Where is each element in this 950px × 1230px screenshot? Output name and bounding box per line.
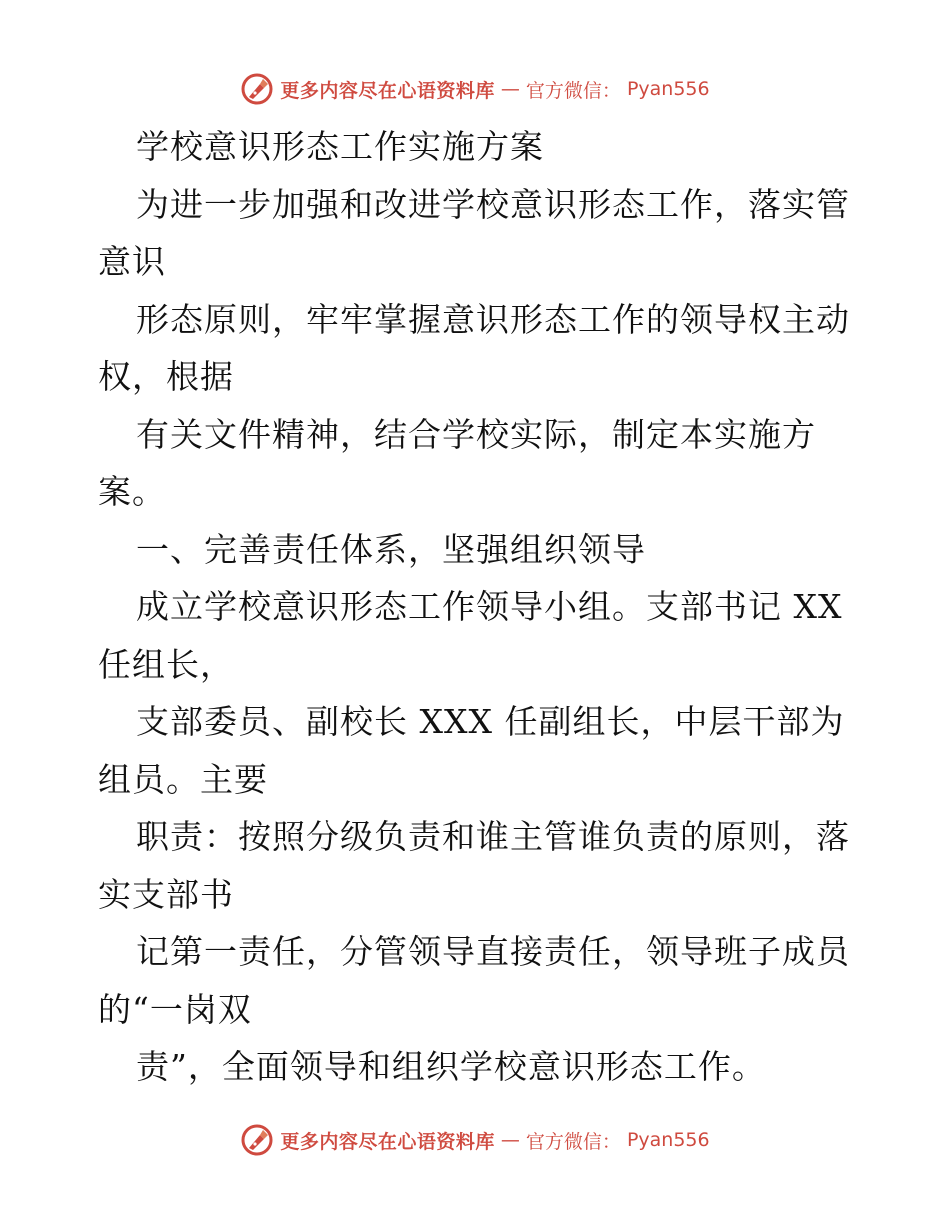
- text-line: 形态原则，牢牢掌握意识形态工作的领导权主动: [136, 299, 850, 339]
- banner-wechat-label: 官方微信：: [525, 79, 621, 102]
- text-line: 任组长，: [98, 644, 234, 684]
- text-line: 组员。主要: [98, 759, 268, 799]
- text-line: 权，根据: [98, 357, 234, 396]
- section-heading: 一、完善责任体系，坚强组织领导: [136, 529, 646, 569]
- pen-nib-icon: [240, 72, 274, 106]
- text-line: 职责：按照分级负责和谁主管谁负责的原则，落: [136, 817, 850, 856]
- header-banner: [0, 72, 950, 106]
- text-line: 为进一步加强和改进学校意识形态工作，落实管: [136, 184, 850, 224]
- text-line: 记第一责任，分管领导直接责任，领导班子成员: [136, 932, 850, 971]
- text-line: 意识: [98, 242, 166, 281]
- footer-banner: [0, 1123, 950, 1157]
- banner-wechat-label: 官方微信：: [525, 1130, 621, 1153]
- text-line: 案。: [98, 472, 166, 511]
- banner-title: 更多内容尽在心语资料库: [280, 79, 495, 102]
- document-body: [98, 118, 868, 1096]
- banner-wechat-id: Pyan556: [626, 78, 710, 100]
- pen-nib-icon: [240, 1123, 274, 1157]
- banner-separator: —: [500, 78, 520, 100]
- text-line: 实支部书: [98, 874, 234, 914]
- text-line: 支部委员、副校长 XXX 任副组长，中层干部为: [136, 702, 845, 741]
- banner-separator: —: [500, 1129, 520, 1151]
- banner-title: 更多内容尽在心语资料库: [280, 1130, 495, 1153]
- text-line: 的“一岗双: [98, 989, 252, 1029]
- document-title: 学校意识形态工作实施方案: [136, 127, 544, 166]
- text-line: 有关文件精神，结合学校实际，制定本实施方: [136, 414, 816, 454]
- text-line: 责”，全面领导和组织学校意识形态工作。: [136, 1047, 766, 1086]
- text-line: 成立学校意识形态工作领导小组。支部书记 XX: [136, 587, 843, 626]
- banner-wechat-id: Pyan556: [626, 1129, 710, 1151]
